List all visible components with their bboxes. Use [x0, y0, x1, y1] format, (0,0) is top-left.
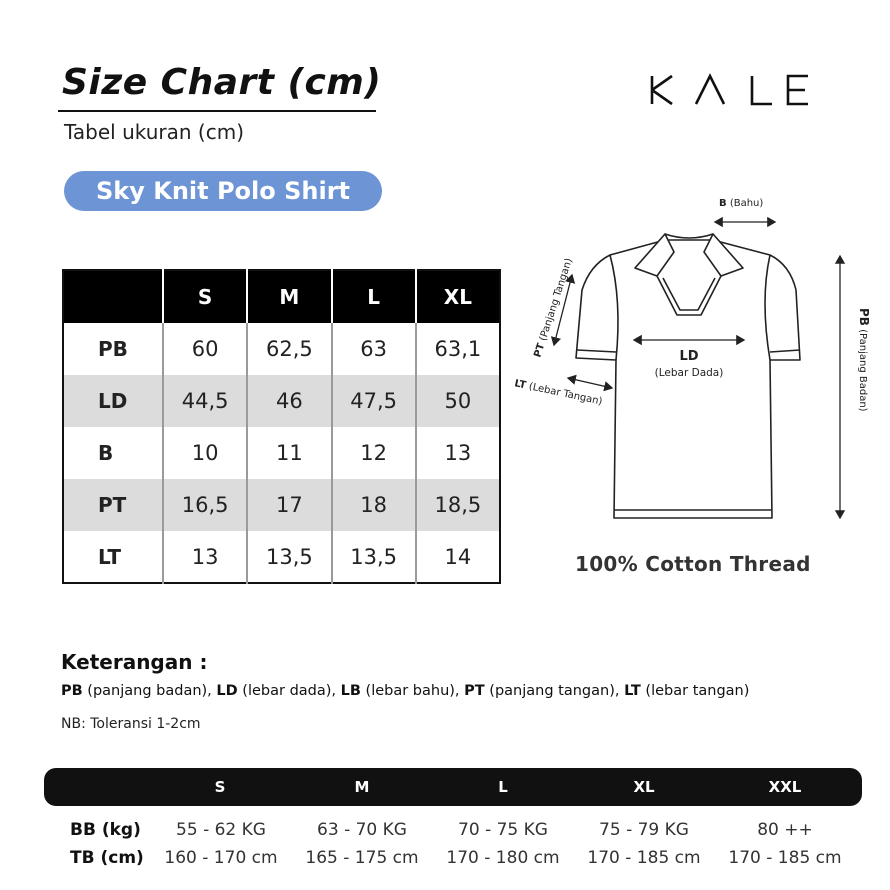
legend-desc: (lebar dada),	[242, 683, 337, 699]
material-label: 100% Cotton Thread	[575, 552, 811, 576]
weight-value: 75 - 79 KG	[599, 820, 689, 840]
table-cell: 10	[163, 427, 247, 479]
legend-desc: (panjang tangan),	[489, 683, 620, 699]
label-lt: LT (Lebar Tangan)	[513, 378, 604, 408]
shirt-measurement-diagram	[510, 190, 880, 535]
table-cell: 13	[416, 427, 500, 479]
size-chart-table	[62, 269, 501, 584]
table-cell: 62,5	[247, 323, 331, 375]
wh-size-xl: XL	[633, 778, 655, 796]
height-value: 160 - 170 cm	[164, 848, 278, 868]
header-size-m: M	[247, 270, 331, 323]
table-cell: 17	[247, 479, 331, 531]
table-cell: 44,5	[163, 375, 247, 427]
table-cell: 63	[332, 323, 416, 375]
weight-row	[0, 820, 890, 846]
label-pb: PB (Panjang Badan)	[857, 308, 871, 412]
table-cell: 13	[163, 531, 247, 583]
notes-title: Keterangan :	[61, 650, 208, 674]
wh-size-xxl: XXL	[768, 778, 802, 796]
legend-code: LD	[216, 683, 238, 699]
weight-label: BB (kg)	[70, 820, 141, 840]
legend-code: LT	[624, 683, 641, 699]
wh-size-s: S	[214, 778, 226, 796]
wh-size-l: L	[498, 778, 508, 796]
label-b: B (Bahu)	[719, 198, 764, 209]
height-row	[0, 848, 890, 874]
row-label: PB	[98, 337, 128, 361]
legend-code: LB	[340, 683, 361, 699]
table-cell: 13,5	[247, 531, 331, 583]
table-header-row	[63, 270, 500, 323]
table-row	[63, 531, 500, 583]
table-cell: 18,5	[416, 479, 500, 531]
table-cell: 18	[332, 479, 416, 531]
table-row	[63, 375, 500, 427]
table-cell: 60	[163, 323, 247, 375]
page-title: Size Chart (cm)	[62, 62, 382, 103]
wh-size-m: M	[354, 778, 370, 796]
weight-value: 55 - 62 KG	[176, 820, 266, 840]
legend-desc: (lebar bahu),	[365, 683, 460, 699]
table-cell: 12	[332, 427, 416, 479]
table-cell: 11	[247, 427, 331, 479]
legend-desc: (lebar tangan)	[645, 683, 750, 699]
table-cell: 50	[416, 375, 500, 427]
table-cell: 63,1	[416, 323, 500, 375]
row-label: LT	[98, 544, 122, 569]
tolerance-note: NB: Toleransi 1-2cm	[61, 716, 201, 732]
label-pt: PT (Panjang Tangan)	[532, 256, 575, 359]
table-row	[63, 323, 500, 375]
weight-value: 80 ++	[757, 820, 813, 840]
legend-code: PB	[61, 683, 83, 699]
table-row	[63, 479, 500, 531]
table-row	[63, 427, 500, 479]
row-label: LD	[63, 375, 163, 427]
label-ld-code: LD	[679, 349, 699, 364]
height-value: 170 - 185 cm	[728, 848, 842, 868]
legend-desc: (panjang badan),	[87, 683, 212, 699]
height-value: 170 - 185 cm	[587, 848, 701, 868]
weight-value: 70 - 75 KG	[458, 820, 548, 840]
height-value: 170 - 180 cm	[446, 848, 560, 868]
height-label: TB (cm)	[70, 848, 144, 868]
table-cell: 46	[247, 375, 331, 427]
table-cell: 47,5	[332, 375, 416, 427]
row-label: B	[98, 441, 114, 465]
weight-value: 63 - 70 KG	[317, 820, 407, 840]
table-cell: 13,5	[332, 531, 416, 583]
legend-code: PT	[464, 683, 485, 699]
header-corner	[63, 270, 163, 323]
header-size-l: L	[332, 270, 416, 323]
table-cell: 16,5	[163, 479, 247, 531]
label-ld-name: (Lebar Dada)	[654, 367, 724, 379]
product-name-badge: Sky Knit Polo Shirt	[64, 171, 382, 211]
page-subtitle: Tabel ukuran (cm)	[64, 120, 244, 144]
weight-height-header	[44, 768, 862, 806]
header-size-s: S	[163, 270, 247, 323]
notes-legend	[61, 683, 749, 699]
title-underline	[58, 110, 376, 112]
brand-logo	[648, 72, 812, 108]
row-label: PT	[63, 479, 163, 531]
table-cell: 14	[416, 531, 500, 583]
height-value: 165 - 175 cm	[305, 848, 419, 868]
header-size-xl: XL	[416, 270, 500, 323]
